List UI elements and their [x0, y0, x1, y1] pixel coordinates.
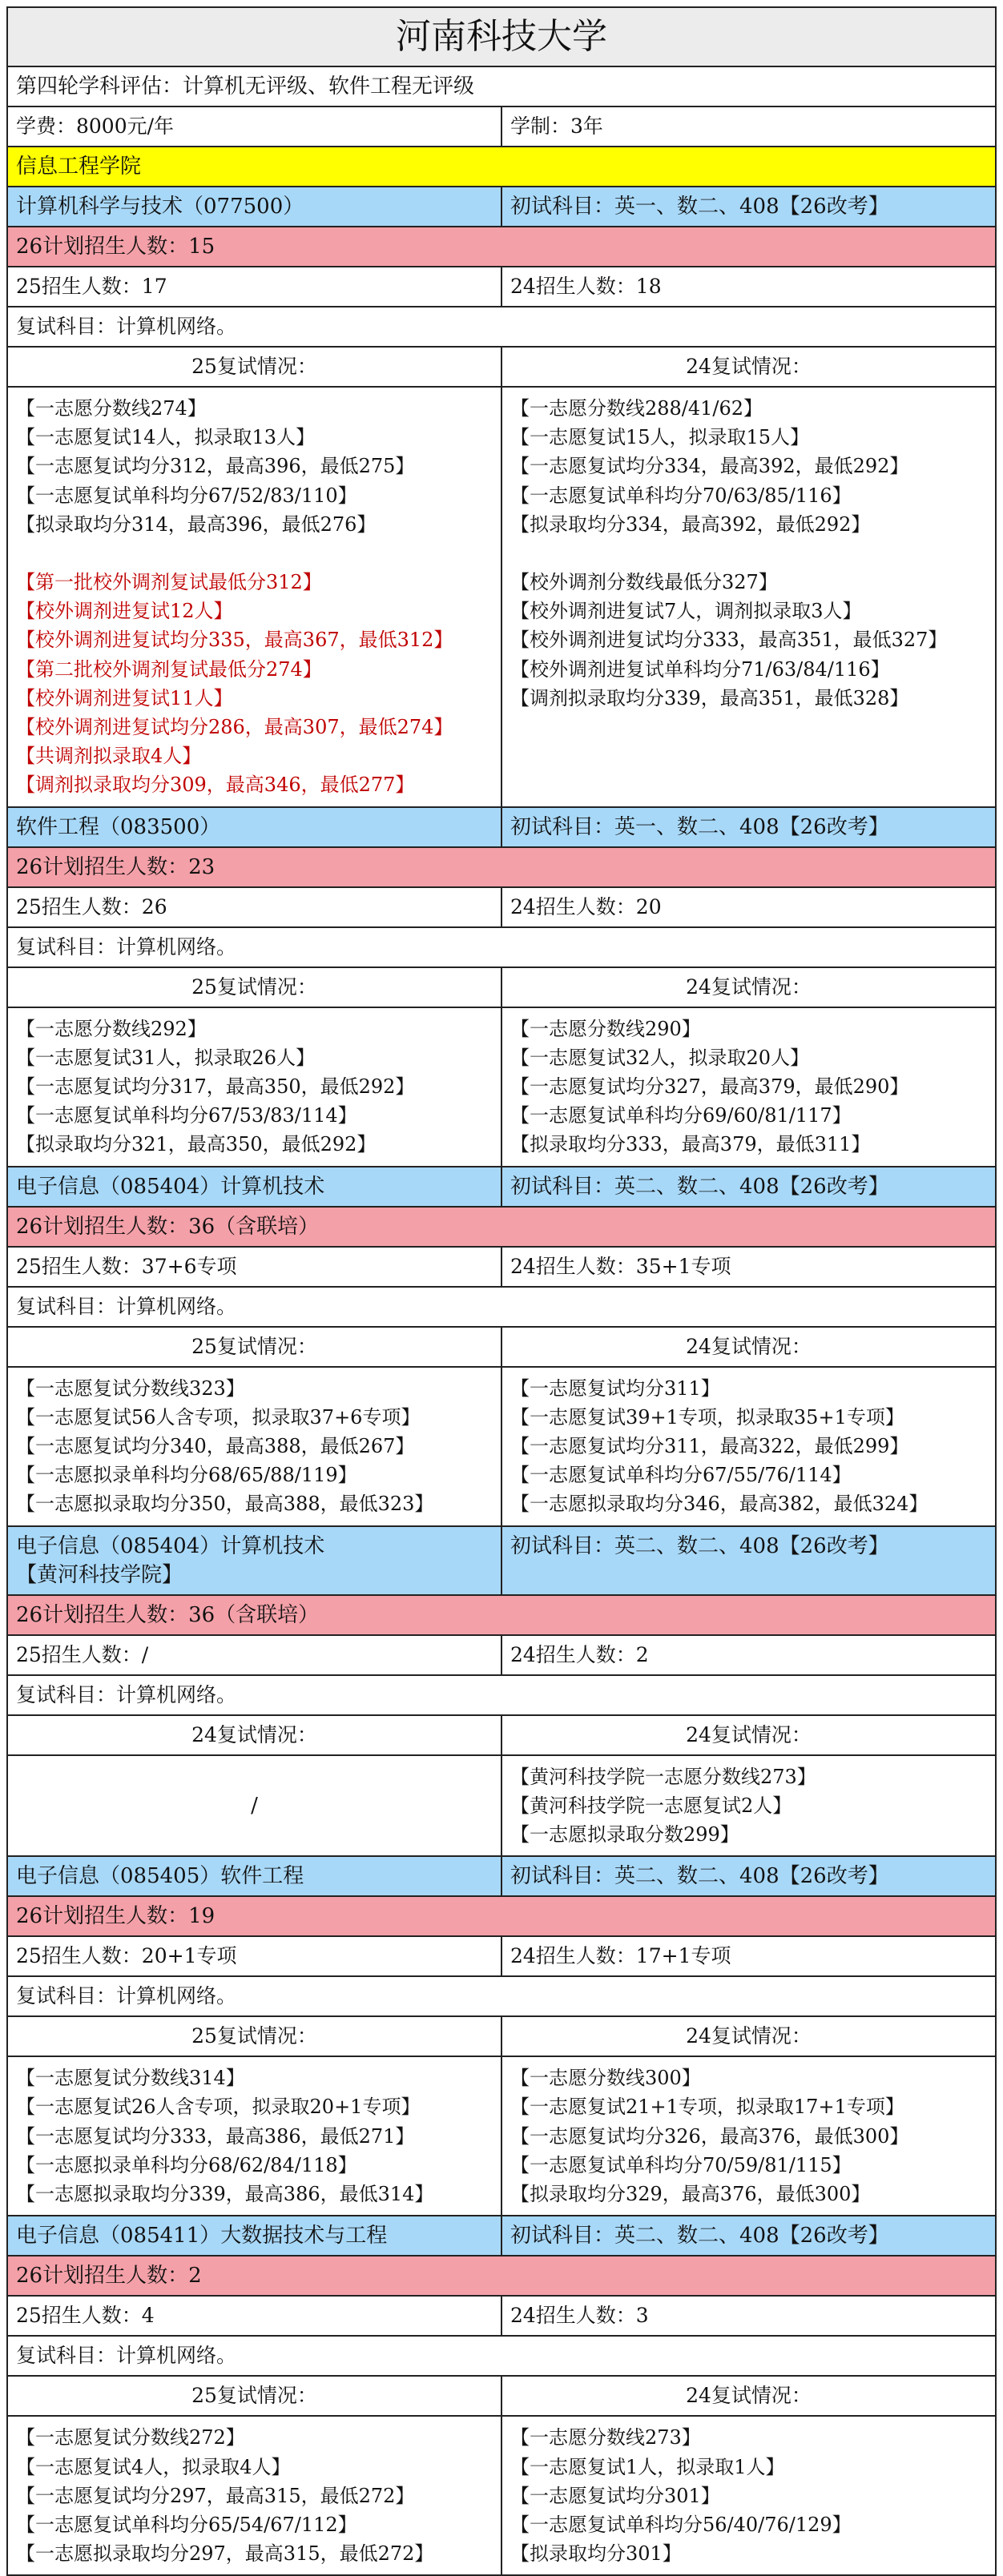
- retest-detail-right: [502, 388, 997, 806]
- enroll-row: [8, 267, 997, 307]
- retest-head-left: 25复试情况：: [8, 968, 502, 1007]
- enroll-row: [8, 1248, 997, 1288]
- retest-detail-right: [502, 1008, 997, 1166]
- plan-row: [8, 227, 997, 267]
- detail-line: 【一志愿复试分数线272】: [16, 2426, 245, 2449]
- retest-detail-right: [502, 2417, 997, 2574]
- program-list: [8, 187, 997, 2576]
- retest-detail-right: [502, 1368, 997, 1525]
- enroll-24: 24招生人数：2: [502, 1636, 997, 1674]
- program-name-line: 电子信息（085404）计算机技术: [16, 1533, 325, 1558]
- detail-line: 【一志愿分数线274】: [16, 397, 207, 420]
- retest-detail-row: [8, 1008, 997, 1167]
- retest-head-left: 25复试情况：: [8, 348, 502, 386]
- detail-line: 【一志愿复试均分326，最高376，最低300】: [510, 2124, 909, 2148]
- retest-head-right: 24复试情况：: [502, 1328, 997, 1366]
- program-header-row: [8, 187, 997, 227]
- plan-count: 26计划招生人数：15: [8, 227, 997, 266]
- enroll-row: [8, 888, 997, 928]
- retest-detail-row: [8, 2057, 997, 2216]
- retest-head-row: [8, 2017, 997, 2057]
- program-header-row: [8, 2216, 997, 2257]
- detail-line: 【拟录取均分301】: [510, 2542, 682, 2566]
- program-section: [8, 1527, 997, 1858]
- program-name: [8, 1167, 502, 1206]
- college-row: [8, 147, 997, 187]
- fee-row: [8, 107, 997, 147]
- plan-row: [8, 1208, 997, 1248]
- detail-line: 【一志愿复试26人含专项，拟录取20+1专项】: [16, 2096, 421, 2119]
- plan-row: [8, 1897, 997, 1937]
- detail-line: 【一志愿复试分数线314】: [16, 2067, 245, 2090]
- detail-line: 【一志愿复试均分311，最高322，最低299】: [510, 1435, 909, 1458]
- detail-line: 【第一批校外调剂复试最低分312】: [16, 571, 322, 594]
- empty-placeholder: /: [251, 1793, 258, 1818]
- retest-detail-left: [8, 2057, 502, 2215]
- program-name: [8, 2216, 502, 2255]
- detail-line: 【一志愿复试21+1专项，拟录取17+1专项】: [510, 2096, 904, 2119]
- retest-row: [8, 1676, 997, 1716]
- detail-line: 【一志愿拟录取分数299】: [510, 1823, 739, 1847]
- retest-head-left: 25复试情况：: [8, 1328, 502, 1366]
- retest-row: [8, 928, 997, 968]
- program-section: [8, 808, 997, 1167]
- retest-subject: 复试科目：计算机网络。: [8, 928, 997, 967]
- detail-line: 【一志愿复试单科均分56/40/76/129】: [510, 2513, 852, 2536]
- detail-line: 【一志愿拟录取均分350，最高388，最低323】: [16, 1493, 434, 1516]
- retest-row: [8, 307, 997, 348]
- detail-line: 【一志愿复试均分327，最高379，最低290】: [510, 1075, 909, 1099]
- detail-line: 【一志愿拟录取均分297，最高315，最低272】: [16, 2542, 434, 2566]
- enroll-25: 25招生人数：17: [8, 267, 502, 306]
- detail-line: 【一志愿复试均分301】: [510, 2484, 720, 2507]
- program-section: [8, 187, 997, 808]
- retest-detail-left: [8, 1368, 502, 1525]
- retest-subject: 复试科目：计算机网络。: [8, 2337, 997, 2375]
- detail-line: 【一志愿复试1人，拟录取1人】: [510, 2455, 785, 2478]
- program-campus-line: 【黄河科技学院】: [16, 1562, 183, 1587]
- evaluation-row: [8, 67, 997, 107]
- retest-detail-row: [8, 388, 997, 808]
- retest-head-right: 24复试情况：: [502, 348, 997, 386]
- detail-line: 【一志愿复试均分340，最高388，最低267】: [16, 1435, 415, 1458]
- plan-count: 26计划招生人数：36（含联培）: [8, 1208, 997, 1246]
- retest-head-right: 24复试情况：: [502, 2017, 997, 2056]
- detail-line: 【校外调剂进复试均分335，最高367，最低312】: [16, 629, 453, 652]
- detail-line: 【一志愿拟录取均分339，最高386，最低314】: [16, 2183, 434, 2206]
- detail-line: 【一志愿复试14人，拟录取13人】: [16, 426, 316, 449]
- retest-subject: 复试科目：计算机网络。: [8, 307, 997, 346]
- detail-line: 【一志愿分数线273】: [510, 2426, 701, 2449]
- detail-line: 【校外调剂分数线最低分327】: [510, 571, 778, 594]
- detail-line: 【拟录取均分314，最高396，最低276】: [16, 512, 377, 536]
- enroll-row: [8, 1636, 997, 1676]
- detail-line: 【校外调剂进复试12人】: [16, 600, 233, 623]
- enroll-24: 24招生人数：35+1专项: [502, 1248, 997, 1286]
- detail-line: 【一志愿复试均分297，最高315，最低272】: [16, 2484, 415, 2507]
- detail-line: 【一志愿复试56人含专项，拟录取37+6专项】: [16, 1405, 421, 1429]
- program-name-line: 软件工程（083500）: [16, 814, 221, 839]
- detail-line: 【一志愿复试4人，拟录取4人】: [16, 2455, 291, 2478]
- detail-line: 【一志愿复试单科均分69/60/81/117】: [510, 1104, 852, 1127]
- detail-line: 【校外调剂进复试单科均分71/63/84/116】: [510, 657, 890, 681]
- program-name-line: 电子信息（085404）计算机技术: [16, 1174, 325, 1199]
- duration-text: 学制：3年: [502, 107, 997, 146]
- enroll-25: 25招生人数：37+6专项: [8, 1248, 502, 1286]
- detail-line: 【拟录取均分333，最高379，最低311】: [510, 1133, 871, 1156]
- retest-head-left: 24复试情况：: [8, 1716, 502, 1754]
- exam-subjects: 初试科目：英一、数二、408【26改考】: [502, 187, 997, 226]
- detail-line: 【校外调剂进复试11人】: [16, 686, 233, 709]
- page-title: 河南科技大学: [8, 8, 997, 66]
- plan-count: 26计划招生人数：2: [8, 2257, 997, 2295]
- detail-line: 【校外调剂进复试均分286，最高307，最低274】: [16, 716, 453, 739]
- plan-row: [8, 848, 997, 888]
- detail-line: 【调剂拟录取均分309，最高346，最低277】: [16, 774, 415, 797]
- evaluation-text: 第四轮学科评估：计算机无评级、软件工程无评级: [8, 67, 997, 106]
- enroll-row: [8, 1937, 997, 1977]
- exam-subjects: 初试科目：英一、数二、408【26改考】: [502, 808, 997, 846]
- detail-line: 【一志愿分数线288/41/62】: [510, 397, 763, 420]
- retest-detail-right: [502, 2057, 997, 2215]
- program-header-row: [8, 1527, 997, 1596]
- tuition-text: 学费：8000元/年: [8, 107, 502, 146]
- exam-subjects: 初试科目：英二、数二、408【26改考】: [502, 1527, 997, 1594]
- plan-count: 26计划招生人数：36（含联培）: [8, 1596, 997, 1634]
- retest-head-right: 24复试情况：: [502, 1716, 997, 1754]
- plan-row: [8, 1596, 997, 1636]
- detail-line: 【一志愿复试单科均分67/52/83/110】: [16, 484, 357, 507]
- detail-line: 【一志愿复试单科均分70/59/81/115】: [510, 2153, 852, 2176]
- retest-head-row: [8, 968, 997, 1008]
- retest-detail-row: [8, 1756, 997, 1858]
- detail-line: 【一志愿复试均分311】: [510, 1376, 720, 1400]
- enroll-24: 24招生人数：3: [502, 2297, 997, 2335]
- retest-detail-left: [8, 388, 502, 806]
- retest-detail-row: [8, 1368, 997, 1527]
- detail-line: 【一志愿复试均分334，最高392，最低292】: [510, 455, 909, 478]
- retest-head-left: 25复试情况：: [8, 2017, 502, 2056]
- detail-line: 【一志愿拟录单科均分68/62/84/118】: [16, 2153, 357, 2176]
- detail-line: 【一志愿分数线292】: [16, 1017, 207, 1040]
- enroll-24: 24招生人数：17+1专项: [502, 1937, 997, 1975]
- retest-head-row: [8, 1716, 997, 1756]
- retest-head-right: 24复试情况：: [502, 968, 997, 1007]
- program-name: [8, 1527, 502, 1594]
- detail-line: 【一志愿拟录取均分346，最高382，最低324】: [510, 1493, 928, 1516]
- retest-detail-right: [502, 1756, 997, 1856]
- retest-detail-left: [8, 1008, 502, 1166]
- retest-head-right: 24复试情况：: [502, 2377, 997, 2415]
- retest-subject: 复试科目：计算机网络。: [8, 1676, 997, 1714]
- detail-line: 【共调剂拟录取4人】: [16, 745, 202, 768]
- college-name: 信息工程学院: [8, 147, 997, 186]
- program-name: [8, 187, 502, 226]
- detail-line: 【校外调剂进复试7人，调剂拟录取3人】: [510, 600, 862, 623]
- program-name: [8, 808, 502, 846]
- retest-detail-left: [8, 2417, 502, 2574]
- program-section: [8, 1167, 997, 1527]
- retest-head-left: 25复试情况：: [8, 2377, 502, 2415]
- detail-line: [510, 539, 987, 568]
- detail-line: 【拟录取均分321，最高350，最低292】: [16, 1133, 377, 1156]
- program-name-line: 电子信息（085411）大数据技术与工程: [16, 2224, 388, 2248]
- exam-subjects: 初试科目：英二、数二、408【26改考】: [502, 2216, 997, 2255]
- enroll-25: 25招生人数：4: [8, 2297, 502, 2335]
- detail-line: 【一志愿复试分数线323】: [16, 1376, 245, 1400]
- detail-line: 【一志愿复试31人，拟录取26人】: [16, 1046, 316, 1069]
- detail-line: 【一志愿复试39+1专项，拟录取35+1专项】: [510, 1405, 904, 1429]
- info-table: [6, 6, 997, 2576]
- retest-subject: 复试科目：计算机网络。: [8, 1288, 997, 1326]
- retest-head-row: [8, 2377, 997, 2417]
- program-header-row: [8, 1857, 997, 1897]
- enroll-24: 24招生人数：18: [502, 267, 997, 306]
- retest-detail-left: [8, 1756, 502, 1856]
- enroll-25: 25招生人数：26: [8, 888, 502, 926]
- retest-row: [8, 2337, 997, 2377]
- program-header-row: [8, 808, 997, 848]
- detail-line: 【校外调剂进复试均分333，最高351，最低327】: [510, 629, 948, 652]
- detail-line: 【拟录取均分334，最高392，最低292】: [510, 512, 871, 536]
- detail-line: 【一志愿复试均分333，最高386，最低271】: [16, 2124, 415, 2148]
- title-row: [8, 8, 997, 67]
- detail-line: 【调剂拟录取均分339，最高351，最低328】: [510, 686, 909, 709]
- enroll-25: 25招生人数：20+1专项: [8, 1937, 502, 1975]
- detail-line: 【一志愿复试单科均分67/53/83/114】: [16, 1104, 357, 1127]
- enroll-24: 24招生人数：20: [502, 888, 997, 926]
- detail-line: 【一志愿复试均分317，最高350，最低292】: [16, 1075, 415, 1099]
- plan-count: 26计划招生人数：19: [8, 1897, 997, 1935]
- program-name: [8, 1857, 502, 1895]
- detail-line: 【一志愿分数线300】: [510, 2067, 701, 2090]
- detail-line: 【黄河科技学院一志愿分数线273】: [510, 1765, 816, 1788]
- plan-row: [8, 2257, 997, 2297]
- detail-line: 【一志愿分数线290】: [510, 1017, 701, 1040]
- enroll-row: [8, 2297, 997, 2337]
- detail-line: 【黄河科技学院一志愿复试2人】: [510, 1794, 792, 1817]
- detail-line: 【一志愿复试15人，拟录取15人】: [510, 426, 810, 449]
- retest-detail-row: [8, 2417, 997, 2576]
- detail-line: 【一志愿复试单科均分65/54/67/112】: [16, 2513, 357, 2536]
- program-section: [8, 2216, 997, 2576]
- detail-line: 【一志愿拟录单科均分68/65/88/119】: [16, 1464, 357, 1487]
- detail-line: 【一志愿复试单科均分70/63/85/116】: [510, 484, 852, 507]
- retest-row: [8, 1288, 997, 1328]
- detail-line: 【第二批校外调剂复试最低分274】: [16, 657, 322, 681]
- enroll-25: 25招生人数：/: [8, 1636, 502, 1674]
- detail-line: 【一志愿复试均分312，最高396，最低275】: [16, 455, 415, 478]
- retest-row: [8, 1977, 997, 2017]
- exam-subjects: 初试科目：英二、数二、408【26改考】: [502, 1857, 997, 1895]
- program-section: [8, 1857, 997, 2216]
- retest-subject: 复试科目：计算机网络。: [8, 1977, 997, 2015]
- program-header-row: [8, 1167, 997, 1208]
- exam-subjects: 初试科目：英二、数二、408【26改考】: [502, 1167, 997, 1206]
- program-name-line: 电子信息（085405）软件工程: [16, 1864, 304, 1889]
- plan-count: 26计划招生人数：23: [8, 848, 997, 886]
- detail-line: 【一志愿复试32人，拟录取20人】: [510, 1046, 810, 1069]
- detail-line: 【拟录取均分329，最高376，最低300】: [510, 2183, 871, 2206]
- detail-line: 【一志愿复试单科均分67/55/76/114】: [510, 1464, 852, 1487]
- retest-head-row: [8, 348, 997, 388]
- program-name-line: 计算机科学与技术（077500）: [16, 195, 304, 219]
- detail-line: [16, 539, 493, 568]
- retest-head-row: [8, 1328, 997, 1368]
